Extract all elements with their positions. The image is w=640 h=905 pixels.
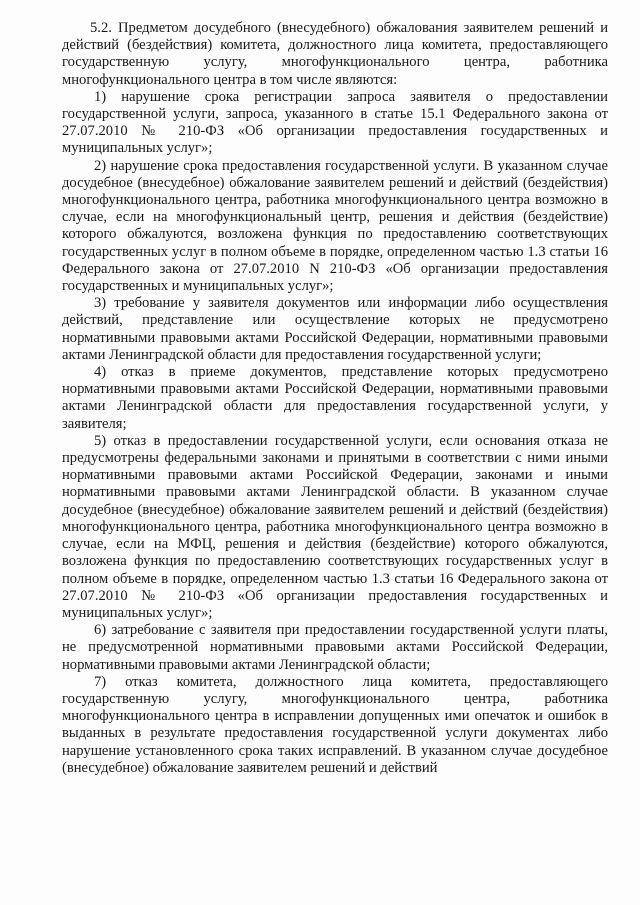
paragraph-item-5: 5) отказ в предоставлении государственной услуги, если основания отказа не предусмотрены федеральными законами и принятыми в соответствии с ними иными нормативными правовыми актами Российской Федерации, законами и иными нормативными правовыми актами Ленинградской области. В указанном случае досудебное (внесудебное) обжалование заявителем решений и действий (бездействия) многофункционального центра, работника многофункционального центра возможно в случае, если на МФЦ, решения и действия (бездействие) которого обжалуются, возложена функция по предоставлению соответствующих государственных услуг в полном объеме в порядке, определенном частью 1.3 статьи 16 Федерального закона от 27.07.2010 № 210-ФЗ «Об организации предоставления государственных и муниципальных услуг»; xyxy=(62,432,608,621)
paragraph-item-7: 7) отказ комитета, должностного лица комитета, предоставляющего государственную услугу, многофункционального центра, работника многофункционального центра в исправлении допущенных ими опечаток и ошибок в выданных в результате предоставления государственной услуги документах либо нарушение установленного срока таких исправлений. В указанном случае досудебное (внесудебное) обжалование заявителем решений и действий xyxy=(62,673,608,776)
paragraph-item-4: 4) отказ в приеме документов, представление которых предусмотрено нормативными правовыми актами Российской Федерации, нормативными правовыми актами Ленинградской области для предоставления государственной услуги, у заявителя; xyxy=(62,364,608,432)
paragraph-item-3: 3) требование у заявителя документов или информации либо осуществления действий, представление или осуществление которых не предусмотрено нормативными правовыми актами Российской Федерации, нормативными правовыми актами Ленинградской области для предоставления государственной услуги; xyxy=(62,295,608,363)
paragraph-5-2-intro: 5.2. Предметом досудебного (внесудебного) обжалования заявителем решений и действий (бездействия) комитета, должностного лица комитета, предоставляющего государственную услугу, многофункционального центра, работника многофункционального центра в том числе являются: xyxy=(62,20,608,88)
paragraph-item-6: 6) затребование с заявителя при предоставлении государственной услуги платы, не предусмотренной нормативными правовыми актами Российской Федерации, нормативными правовыми актами Ленинградской области; xyxy=(62,622,608,673)
paragraph-item-1: 1) нарушение срока регистрации запроса заявителя о предоставлении государственной услуги, запроса, указанного в статье 15.1 Федерального закона от 27.07.2010 № 210-ФЗ «Об организации предоставления государственных и муниципальных услуг»; xyxy=(62,88,608,157)
paragraph-item-2: 2) нарушение срока предоставления государственной услуги. В указанном случае досудебное (внесудебное) обжалование заявителем решений и действий (бездействия) многофункционального центра, работника многофункционального центра возможно в случае, если на многофункциональный центр, решения и действия (бездействие) которого обжалуются, возложена функция по предоставлению соответствующих государственных услуг в полном объеме в порядке, определенном частью 1.3 статьи 16 Федерального закона от 27.07.2010 N 210-ФЗ «Об организации предоставления государственных и муниципальных услуг»; xyxy=(62,157,608,295)
